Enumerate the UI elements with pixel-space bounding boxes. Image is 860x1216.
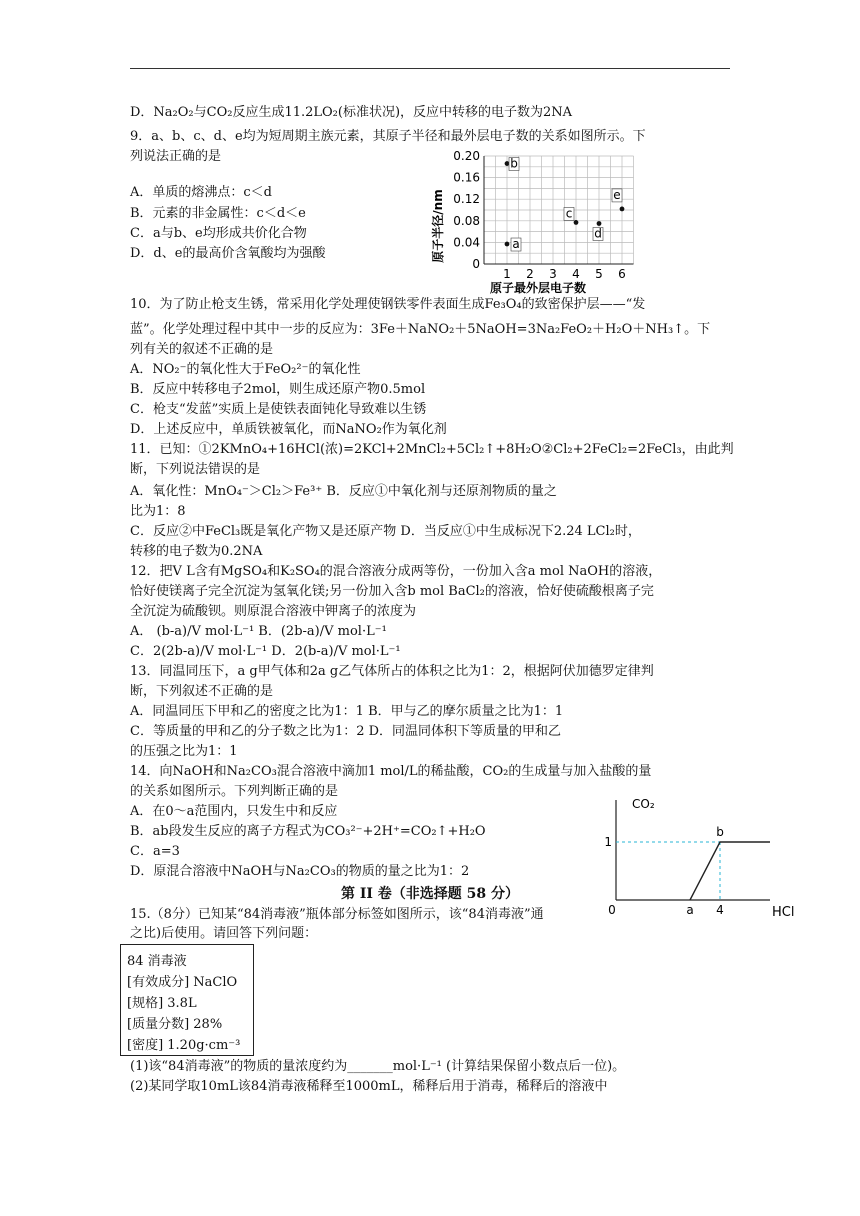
data-point-c bbox=[574, 220, 579, 225]
q11-option-d-cont: 转移的电子数为0.2NA bbox=[130, 544, 263, 559]
point-label-a: a bbox=[512, 237, 520, 252]
q15-stem-line2: 之比)后使用。请回答下列问题： bbox=[130, 926, 318, 941]
section-title: 第 II 卷（非选择题 58 分） bbox=[340, 886, 520, 902]
q15-stem-line1: 15.（8分）已知某“84消毒液”瓶体部分标签如图所示，该“84消毒液”通 bbox=[130, 907, 544, 922]
disinfectant-label-box bbox=[120, 944, 254, 1056]
y-tick-label: 1 bbox=[604, 835, 612, 849]
q11-stem-line1: 11．已知：①2KMnO₄+16HCl(浓)=2KCl+2MnCl₂+5Cl₂↑+8H₂O②Cl₂+2FeCl₂=2FeCl₃，由此判 bbox=[130, 442, 734, 457]
q14-option-c: C．a=3 bbox=[130, 844, 180, 859]
point-label-b: b bbox=[716, 825, 724, 839]
q9-option-a: A．单质的熔沸点：c＜d bbox=[130, 185, 272, 200]
q13-options-cd: C．等质量的甲和乙的分子数之比为1：2 D．同温同体积下等质量的甲和乙 bbox=[130, 724, 562, 739]
q14-stem-line2: 的关系如图所示。下列判断正确的是 bbox=[130, 784, 339, 799]
q9-stem-line1: 9．a、b、c、d、e均为短周期主族元素，其原子半径和最外层电子数的关系如图所示。下 bbox=[130, 129, 646, 144]
q10-option-b: B．反应中转移电子2mol，则生成还原产物0.5mol bbox=[130, 382, 426, 397]
co2-series-line bbox=[690, 842, 770, 900]
data-point-b bbox=[505, 161, 510, 166]
data-point-e bbox=[620, 207, 625, 212]
q15-sub2: (2)某同学取10mL该84消毒液稀释至1000mL，稀释后用于消毒，稀释后的溶液中 bbox=[130, 1079, 608, 1094]
q9-option-b: B．元素的非金属性：c＜d＜e bbox=[130, 206, 306, 221]
label-row: [质量分数] 28% bbox=[127, 1017, 223, 1032]
q13-option-d-cont: 的压强之比为1：1 bbox=[130, 744, 238, 759]
q15-sub1: (1)该“84消毒液”的物质的量浓度约为_______mol·L⁻¹ (计算结果保留小数点后一位)。 bbox=[130, 1059, 626, 1074]
x-tick-label: 6 bbox=[618, 267, 626, 281]
q14-option-a: A．在0～a范围内，只发生中和反应 bbox=[130, 804, 338, 819]
x-tick-label: 4 bbox=[572, 267, 580, 281]
data-point-a bbox=[505, 242, 510, 247]
x-tick-label: 4 bbox=[716, 903, 724, 917]
x-tick-label: 0 bbox=[608, 903, 616, 917]
q14-option-b: B．ab段发生反应的离子方程式为CO₃²⁻+2H⁺=CO₂↑+H₂O bbox=[130, 824, 486, 839]
y-axis-label: CO₂ bbox=[632, 797, 655, 811]
y-tick-label: 0.04 bbox=[453, 235, 480, 250]
q12-options-cd: C．2(2b-a)/V mol·L⁻¹ D．2(b-a)/V mol·L⁻¹ bbox=[130, 644, 401, 659]
q10-stem-line3: 列有关的叙述不正确的是 bbox=[130, 342, 274, 357]
header-rule bbox=[130, 68, 730, 69]
q10-stem-line1: 10．为了防止枪支生锈，常采用化学处理使钢铁零件表面生成Fe₃O₄的致密保护层——“发 bbox=[130, 297, 646, 312]
q9-option-c: C．a与b、e均形成共价化合物 bbox=[130, 226, 307, 241]
y-tick-label: 0.08 bbox=[453, 213, 480, 228]
q12-stem-line1: 12．把V L含有MgSO₄和K₂SO₄的混合溶液分成两等份，一份加入含a mol NaOH的溶液， bbox=[130, 564, 662, 579]
co2-hcl-chart bbox=[604, 790, 800, 920]
y-axis-label: 原子半径/nm bbox=[431, 189, 445, 263]
q14-option-d: D．原混合溶液中NaOH与Na₂CO₃的物质的量之比为1：2 bbox=[130, 864, 470, 879]
q11-option-b-cont: 比为1：8 bbox=[130, 504, 186, 519]
point-label-b: b bbox=[510, 156, 518, 171]
q9-option-d: D．d、e的最高价含氧酸均为强酸 bbox=[130, 246, 326, 261]
q13-options-ab: A．同温同压下甲和乙的密度之比为1：1 B．甲与乙的摩尔质量之比为1：1 bbox=[130, 704, 564, 719]
q8-option-d: D．Na₂O₂与CO₂反应生成11.2LO₂(标准状况)，反应中转移的电子数为2NA bbox=[130, 105, 573, 120]
label-row: [规格] 3.8L bbox=[127, 996, 197, 1011]
x-tick-label: 1 bbox=[503, 267, 511, 281]
x-axis-label: 原子最外层电子数 bbox=[489, 281, 587, 295]
q11-options-ab: A．氧化性：MnO₄⁻＞Cl₂＞Fe³⁺ B．反应①中氧化剂与还原剂物质的量之 bbox=[130, 484, 557, 499]
q12-options-ab: A． (b-a)/V mol·L⁻¹ B．(2b-a)/V mol·L⁻¹ bbox=[130, 624, 387, 639]
data-point-d bbox=[597, 221, 602, 226]
y-tick-label: 0.20 bbox=[453, 149, 480, 163]
q11-stem-line2: 断，下列说法错误的是 bbox=[130, 462, 261, 477]
q11-options-cd: C．反应②中FeCl₃既是氧化产物又是还原产物 D．当反应①中生成标况下2.24 LCl₂时， bbox=[130, 524, 641, 539]
x-tick-label: a bbox=[686, 903, 694, 917]
label-row: [密度] 1.20g·cm⁻³ bbox=[127, 1038, 241, 1053]
label-title: 84 消毒液 bbox=[127, 954, 187, 969]
atomic-radius-chart bbox=[428, 146, 626, 298]
q10-stem-line2: 蓝”。化学处理过程中其中一步的反应为：3Fe＋NaNO₂＋5NaOH=3Na₂FeO₂＋H₂O＋NH₃↑。下 bbox=[130, 322, 711, 337]
q14-stem-line1: 14．向NaOH和Na₂CO₃混合溶液中滴加1 mol/L的稀盐酸，CO₂的生成量与加入盐酸的量 bbox=[130, 764, 652, 779]
q10-option-d: D．上述反应中，单质铁被氧化，而NaNO₂作为氧化剂 bbox=[130, 422, 447, 437]
y-tick-label: 0 bbox=[472, 257, 480, 271]
x-tick-label: 2 bbox=[526, 267, 534, 281]
y-tick-label: 0.12 bbox=[453, 192, 480, 207]
q9-stem-line2: 列说法正确的是 bbox=[130, 149, 222, 164]
y-tick-label: 0.16 bbox=[453, 170, 480, 185]
q12-stem-line2: 恰好使镁离子完全沉淀为氢氧化镁;另一份加入含b mol BaCl₂的溶液，恰好使硫酸根离子完 bbox=[130, 584, 654, 599]
q13-stem-line2: 断，下列叙述不正确的是 bbox=[130, 684, 274, 699]
label-row: [有效成分] NaClO bbox=[127, 975, 238, 990]
x-axis-label: HCl bbox=[772, 905, 795, 920]
point-label-d: d bbox=[594, 226, 602, 241]
q12-stem-line3: 全沉淀为硫酸钡。则原混合溶液中钾离子的浓度为 bbox=[130, 604, 417, 619]
x-tick-label: 3 bbox=[549, 267, 557, 281]
point-label-e: e bbox=[613, 187, 621, 202]
q13-stem-line1: 13．同温同压下，a g甲气体和2a g乙气体所占的体积之比为1：2，根据阿伏加德罗定律判 bbox=[130, 664, 654, 679]
point-label-c: c bbox=[565, 206, 573, 221]
x-tick-label: 5 bbox=[595, 267, 603, 281]
q10-option-c: C．枪支“发蓝”实质上是使铁表面钝化导致难以生锈 bbox=[130, 402, 427, 417]
q10-option-a: A．NO₂⁻的氧化性大于FeO₂²⁻的氧化性 bbox=[130, 362, 361, 377]
